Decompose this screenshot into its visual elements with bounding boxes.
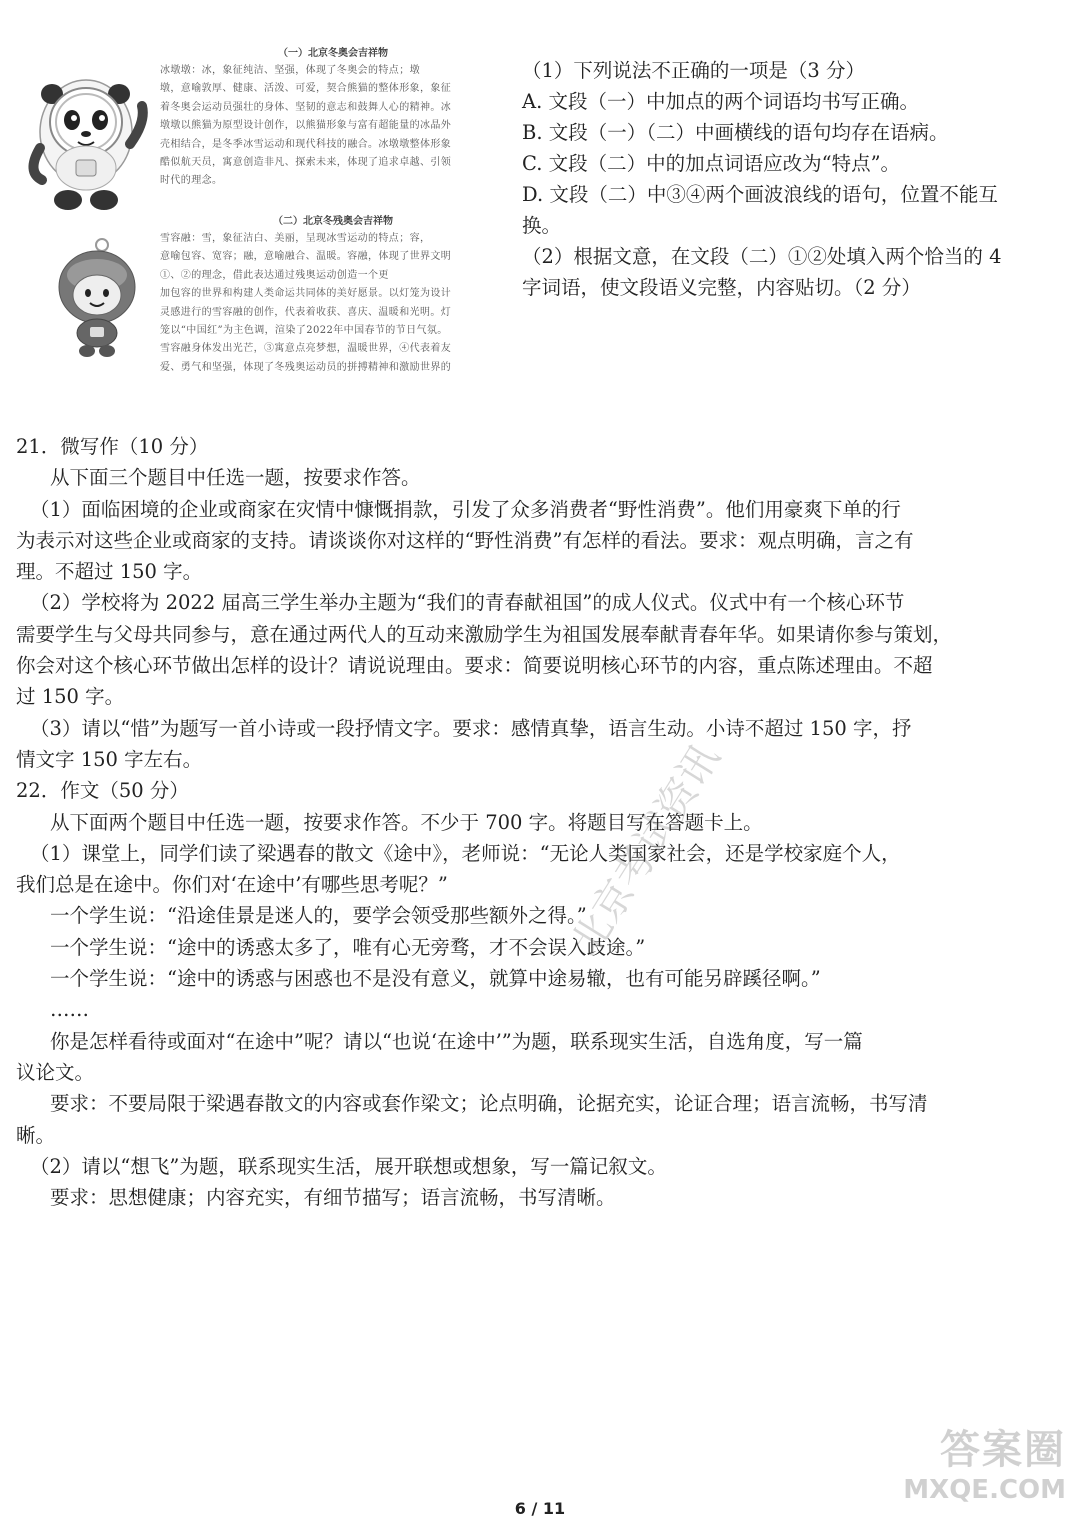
prompt-22-1-task: 你是怎样看待或面对“在途中”呢？请以“也说‘在途中’”为题，联系现实生活，自选角度，写一篇 xyxy=(50,1029,863,1053)
panel-text-2: 雪容融：雪，象征洁白、美丽，呈现冰雪运动的特点；容， 意喻包容、宽容；融，意喻融合、温暖。容融，体现了世界文明 ①、②的理念，借此表达通过残奥运动创造一个更 加包容的世界和构建人类命运共同体的美好愿景。以灯笼为设计 灵感进行的雪容融的创作，代表着收获、喜庆、温暖和光明。灯 笼以“中国红”为主色调，渲染了2022年中国春节的节日气氛。 雪容融身体发出光芒，③寓意点亮梦想，温暖世界，④代表着友 爱、勇气和坚强，体现了冬残奥运动员的拼搏精神和激励世界的 xyxy=(160,233,452,373)
student-quote-1: 一个学生说：“沿途佳景是迷人的，要学会领受那些额外之得。” xyxy=(50,904,587,928)
prompt-21-2-cont-c: 过 150 字。 xyxy=(16,685,125,709)
mascot-image-panel xyxy=(18,40,498,375)
prompt-21-1-cont-b: 理。不超过 150 字。 xyxy=(16,560,203,584)
heading-22: 22．作文（50 分） xyxy=(16,779,189,803)
prompt-22-1-requirements: 要求：不要局限于梁遇春散文的内容或套作梁文；论点明确，论据充实，论证合理；语言流畅，书写清 xyxy=(50,1092,928,1116)
instruction-22: 从下面两个题目中任选一题，按要求作答。不少于 700 字。将题目写在答题卡上。 xyxy=(50,810,763,834)
prompt-21-1-cont-a: 为表示对这些企业或商家的支持。请谈谈你对这样的“野性消费”有怎样的看法。要求：观点明确，言之有 xyxy=(16,528,914,552)
prompt-21-3: （3）请以“惜”为题写一首小诗或一段抒情文字。要求：感情真挚，语言生动。小诗不超过 150 字，抒 xyxy=(30,716,912,740)
prompt-22-2-requirements: 要求：思想健康；内容充实，有细节描写；语言流畅，书写清晰。 xyxy=(50,1186,616,1210)
prompt-22-1-task-cont: 议论文。 xyxy=(16,1060,95,1084)
option-d: D. 文段（二）中③④两个画波浪线的语句，位置不能互 xyxy=(522,183,998,206)
prompt-21-1: （1）面临困境的企业或商家在灾情中慷慨捐款，引发了众多消费者“野性消费”。他们用豪爽下单的行 xyxy=(30,497,901,521)
instruction-21: 从下面三个题目中任选一题，按要求作答。 xyxy=(50,466,421,490)
prompt-21-2: （2）学校将为 2022 届高三学生举办主题为“我们的青春献祖国”的成人仪式。仪式中有一个核心环节 xyxy=(30,591,905,615)
question-20-block xyxy=(522,55,1002,303)
page-number: 6 / 11 xyxy=(514,1499,566,1518)
option-b: B. 文段（一）（二）中画横线的语句均存在语病。 xyxy=(522,121,949,144)
panel-title-2: （二）北京冬残奥会吉祥物 xyxy=(273,216,393,227)
student-quote-3: 一个学生说：“途中的诱惑与困惑也不是没有意义，就算中途易辙，也有可能另辟蹊径啊。” xyxy=(50,967,821,991)
student-quote-2: 一个学生说：“途中的诱惑太多了，唯有心无旁骛，才不会误入歧途。” xyxy=(50,935,646,959)
option-c: C. 文段（二）中的加点词语应改为“特点”。 xyxy=(522,152,901,175)
panel-text-1: 冰墩墩：冰，象征纯洁、坚强，体现了冬奥会的特点；墩 墩，意喻敦厚、健康、活泼、可爱，契合熊猫的整体形象，象征 着冬奥会运动员强壮的身体、坚韧的意志和鼓舞人心的精神。冰 墩墩以熊猫为原型设计创作，以熊猫形象与富有超能量的冰晶外 壳相结合，是冬季冰雪运动和现代科技的融合。冰墩墩整体形象 酷似航天员，寓意创造非凡、探索未来，体现了追求卓越、引领 时代的理念。 xyxy=(160,65,452,187)
heading-21: 21．微写作（10 分） xyxy=(16,435,209,458)
panda-mascot-icon xyxy=(18,62,153,212)
prompt-21-2-cont-a: 需要学生与父母共同参与，意在通过两代人的互动来激励学生为祖国发展奉献青春年华。如果请你参与策划， xyxy=(16,622,953,646)
main-body xyxy=(16,431,1066,1213)
option-d-cont: 换。 xyxy=(522,214,562,237)
corner-logo-url: MXQE.COM xyxy=(903,1475,1066,1505)
ellipsis: …… xyxy=(50,998,89,1022)
question-20-2: （2）根据文意，在文段（二）①②处填入两个恰当的 4 xyxy=(522,245,1002,268)
prompt-22-1-requirements-cont: 晰。 xyxy=(16,1123,56,1147)
watermark-text: 北京考试资讯 xyxy=(562,736,729,965)
prompt-22-1-cont: 我们总是在途中。你们对‘在途中’有哪些思考呢？” xyxy=(16,873,448,897)
question-20-2-cont: 字词语，使文段语义完整，内容贴切。（2 分） xyxy=(522,276,921,299)
prompt-21-2-cont-b: 你会对这个核心环节做出怎样的设计？请说说理由。要求：简要说明核心环节的内容，重点陈述理由。不超 xyxy=(16,654,933,678)
prompt-21-3-cont: 情文字 150 字左右。 xyxy=(16,747,203,771)
corner-watermark-logo xyxy=(876,1418,1066,1526)
option-a: A. 文段（一）中加点的两个词语均书写正确。 xyxy=(522,90,919,113)
question-20-1: （1）下列说法不正确的一项是（3 分） xyxy=(522,59,866,82)
prompt-22-1: （1）课堂上，同学们读了梁遇春的散文《途中》，老师说：“无论人类国家社会，还是学校家庭个人， xyxy=(30,841,901,865)
panel-title-1: （一）北京冬奥会吉祥物 xyxy=(278,48,388,59)
prompt-22-2: （2）请以“想飞”为题，联系现实生活，展开联想或想象，写一篇记叙文。 xyxy=(30,1154,667,1178)
corner-logo-cn: 答案圈 xyxy=(940,1427,1066,1473)
lantern-mascot-icon xyxy=(52,235,142,360)
